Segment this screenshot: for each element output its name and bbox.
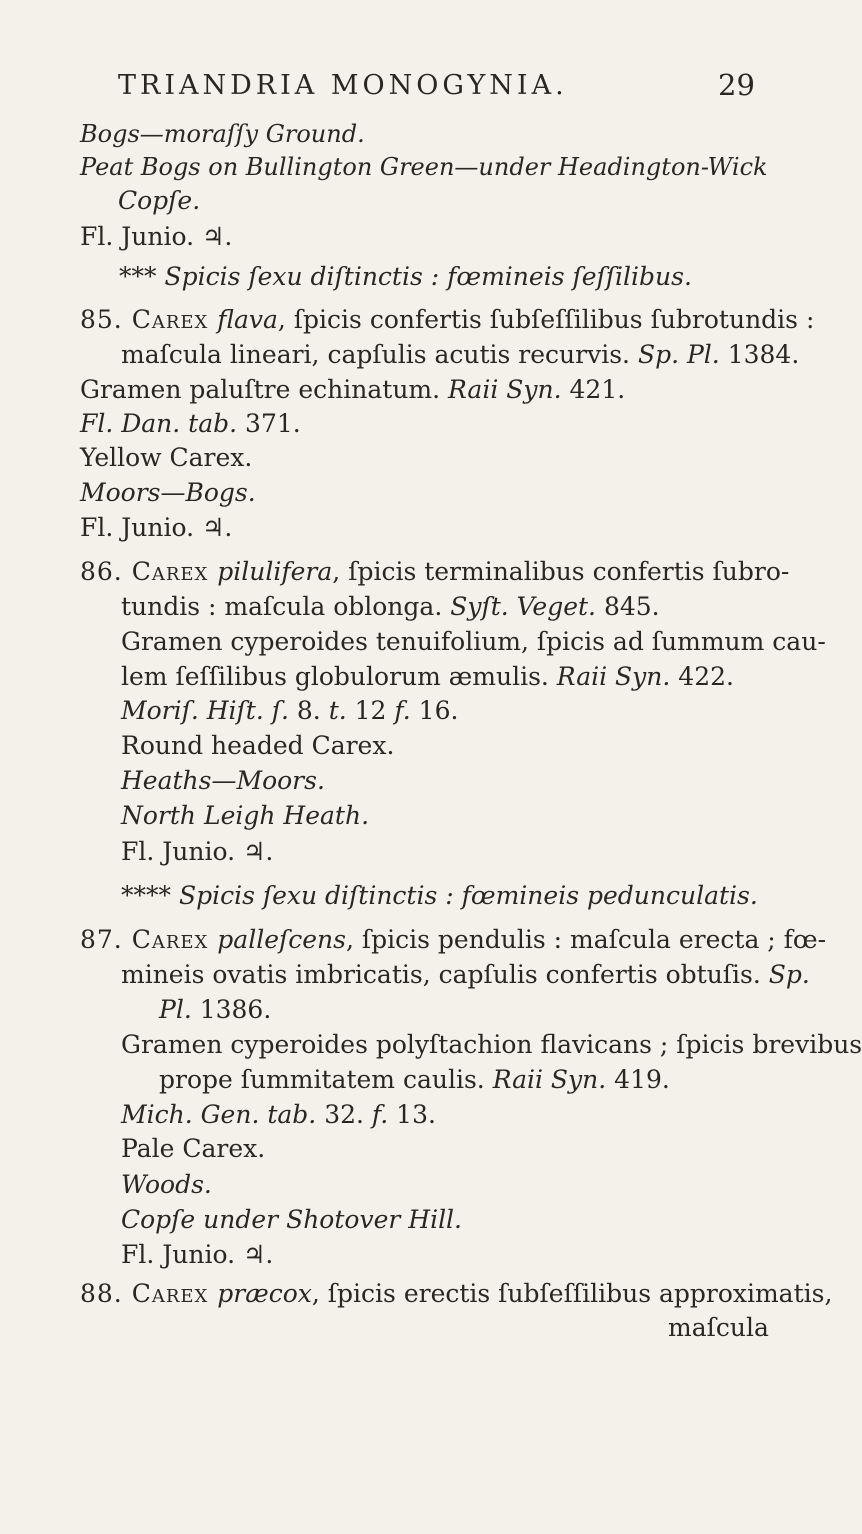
common-name: Yellow Carex. bbox=[80, 443, 253, 472]
entry-87-title bbox=[80, 923, 826, 957]
citation: Moriſ. Hiſt. ſ. bbox=[121, 696, 289, 725]
entry-85-diagnosis bbox=[121, 338, 799, 372]
locality-line: Peat Bogs on Bullington Green—under Headington-Wick bbox=[80, 153, 768, 181]
locality-line: North Leigh Heath. bbox=[121, 801, 370, 830]
citation-page: 421. bbox=[561, 375, 626, 404]
entry-number-genus: 87. Carex bbox=[80, 925, 218, 954]
diagnosis-text: , ſpicis confertis ſubſeſſilibus ſubrotundis : bbox=[277, 305, 815, 334]
diagnosis-text: , ſpicis pendulis : maſcula erecta ; fœ- bbox=[345, 925, 827, 954]
entry-85-title bbox=[80, 303, 814, 337]
citation: Syſt. Veget. bbox=[450, 592, 597, 621]
entry-86-synonym-cont bbox=[121, 660, 734, 694]
page-number: 29 bbox=[718, 68, 755, 102]
diagnosis-text: tundis : maſcula oblonga. bbox=[121, 592, 451, 621]
locality-line-cont: Copſe. bbox=[118, 186, 201, 215]
citation-page: 32. bbox=[316, 1100, 372, 1129]
diagnosis-text: maſcula lineari, capſulis acutis recurvis. bbox=[121, 340, 638, 369]
citation: Sp. Pl. bbox=[637, 340, 720, 369]
citation: Pl. bbox=[159, 995, 192, 1024]
entry-87-synonym: Gramen cyperoides polyſtachion flavicans ; ſpicis brevibus bbox=[121, 1030, 862, 1059]
citation: Sp. bbox=[768, 960, 810, 989]
flowering-line: Fl. Junio. ♃. bbox=[80, 222, 233, 251]
entry-87-figure-ref bbox=[121, 1098, 436, 1132]
running-title: TRIANDRIA MONOGYNIA. bbox=[118, 70, 568, 101]
synonym-text: Gramen paluſtre echinatum. bbox=[80, 375, 449, 404]
catchword: maſcula bbox=[668, 1313, 769, 1342]
synonym-text: prope ſummitatem caulis. bbox=[159, 1065, 493, 1094]
entry-87-synonym-cont bbox=[159, 1063, 670, 1097]
entry-86-synonym: Gramen cyperoides tenuifolium, ſpicis ad ſummum cau- bbox=[121, 627, 826, 656]
citation-page: 8. bbox=[288, 696, 329, 725]
citation: f. bbox=[371, 1100, 389, 1129]
habitat-line: Moors—Bogs. bbox=[80, 478, 256, 507]
entry-87-diagnosis bbox=[121, 958, 810, 992]
flowering-line: Fl. Junio. ♃. bbox=[80, 513, 233, 542]
citation-page: 422. bbox=[670, 662, 734, 691]
citation: Fl. Dan. tab. bbox=[80, 409, 238, 438]
citation-page: 13. bbox=[388, 1100, 436, 1129]
common-name: Pale Carex. bbox=[121, 1134, 266, 1163]
citation: f. bbox=[394, 696, 411, 725]
synonym-text: lem ſeſſilibus globulorum æmulis. bbox=[121, 662, 557, 691]
citation: Raii Syn. bbox=[556, 662, 671, 691]
flowering-line: Fl. Junio. ♃. bbox=[121, 1240, 274, 1269]
species-name: præcox bbox=[217, 1279, 312, 1308]
citation-page: 845. bbox=[596, 592, 660, 621]
habitat-line: Woods. bbox=[121, 1170, 212, 1199]
citation-page: 371. bbox=[237, 409, 301, 438]
entry-86-diagnosis bbox=[121, 590, 660, 624]
species-name: pilulifera bbox=[217, 557, 333, 586]
diagnosis-text: , ſpicis erectis ſubſeſſilibus approximatis, bbox=[311, 1279, 833, 1308]
habitat-line: Heaths—Moors. bbox=[121, 766, 325, 795]
section-heading: **** Spicis ſexu diſtinctis : fœmineis pedunculatis. bbox=[121, 881, 758, 910]
citation: Mich. Gen. tab. bbox=[121, 1100, 317, 1129]
section-heading: *** Spicis ſexu diſtinctis : fœmineis ſeſſilibus. bbox=[119, 262, 692, 291]
entry-86-title bbox=[80, 555, 789, 589]
citation-page: 12 bbox=[346, 696, 395, 725]
species-name: flava bbox=[217, 305, 278, 334]
flowering-line: Fl. Junio. ♃. bbox=[121, 837, 274, 866]
locality-line: Copſe under Shotover Hill. bbox=[121, 1205, 463, 1234]
entry-85-synonym bbox=[80, 373, 625, 407]
citation-page: 16. bbox=[410, 696, 459, 725]
entry-88-title bbox=[80, 1277, 832, 1311]
citation-page: 1384. bbox=[719, 340, 800, 369]
citation: t. bbox=[328, 696, 347, 725]
entry-85-figure-ref bbox=[80, 407, 301, 441]
entry-86-figure-ref bbox=[121, 694, 458, 728]
common-name: Round headed Carex. bbox=[121, 731, 395, 760]
entry-number-genus: 85. Carex bbox=[80, 305, 218, 334]
citation: Raii Syn. bbox=[492, 1065, 607, 1094]
citation: Raii Syn. bbox=[448, 375, 562, 404]
habitat-line: Bogs—moraſſy Ground. bbox=[80, 120, 365, 148]
citation-page: 1386. bbox=[191, 995, 272, 1024]
diagnosis-text: , ſpicis terminalibus confertis ſubro- bbox=[332, 557, 790, 586]
diagnosis-text: mineis ovatis imbricatis, capſulis confertis obtuſis. bbox=[121, 960, 769, 989]
entry-87-diagnosis-cont bbox=[159, 993, 271, 1027]
citation-page: 419. bbox=[606, 1065, 670, 1094]
entry-number-genus: 86. Carex bbox=[80, 557, 218, 586]
species-name: palleſcens bbox=[217, 925, 346, 954]
entry-number-genus: 88. Carex bbox=[80, 1279, 218, 1308]
